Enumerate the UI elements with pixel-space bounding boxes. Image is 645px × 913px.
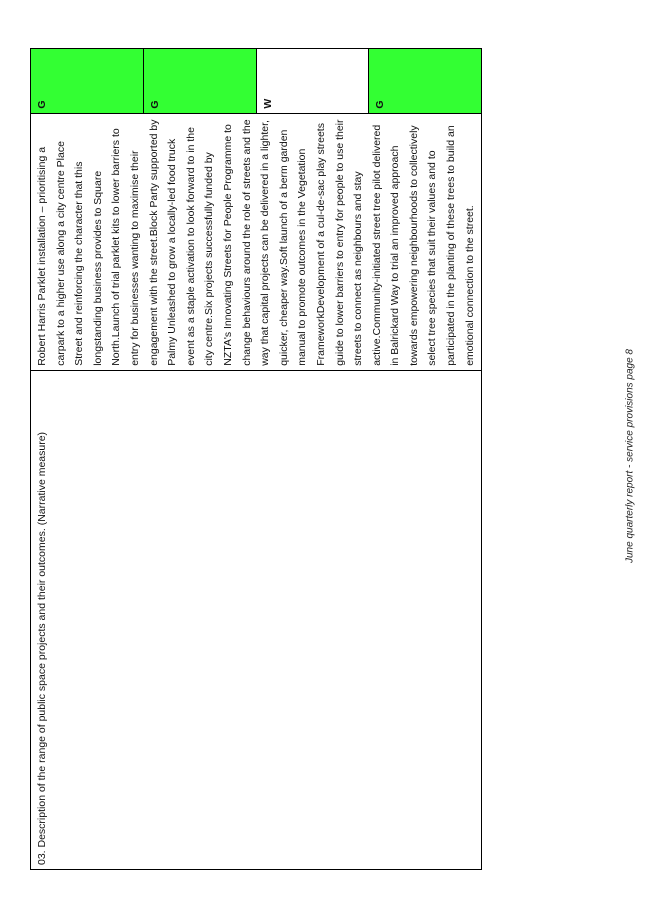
rating-cell: G xyxy=(143,49,256,114)
rating-cell: G xyxy=(31,49,144,114)
rotated-page xyxy=(30,48,476,870)
rating-cell: G xyxy=(369,49,482,114)
narrative-cell: Robert Harris Parklet installation – prioritising a carpark to a higher use along a city centre Place Street and reinforcing the character that this longstanding business provides to Square North.Launch of trial parklet kits to lower barriers to entry for businesses wanting to maximise their engagement with the street.Block Party supported by Palmy Unleashed to grow a locally-led food truck event as a staple activation to look forward to in the city centre.Six projects successfully funded by NZTA's Innovating Streets for People Programme to change behaviours around the role of streets and the way that capital projects can be delivered in a lighter, quicker, cheaper way.Soft launch of a berm garden manual to promote outcomes in the Vegetation FrameworkDevelopment of a cul-de-sac play streets guide to lower barriers to entry for people to use their streets to connect as neighbours and stay active.Community-initiated street tree pilot delivered in Balrickard Way to trial an improved approach towards empowering neighbourhoods to collectively select tree species that suit their values and to participated in the planting of these trees to build an emotional connection to the street. xyxy=(31,113,482,370)
page-footer: June quarterly report - service provisions page 8 xyxy=(624,349,636,563)
service-table xyxy=(30,48,482,870)
measure-description-cell: 03. Description of the range of public space projects and their outcomes. (Narrative measure) xyxy=(31,370,482,869)
rating-cell: W xyxy=(256,49,369,114)
table-row xyxy=(31,49,144,870)
